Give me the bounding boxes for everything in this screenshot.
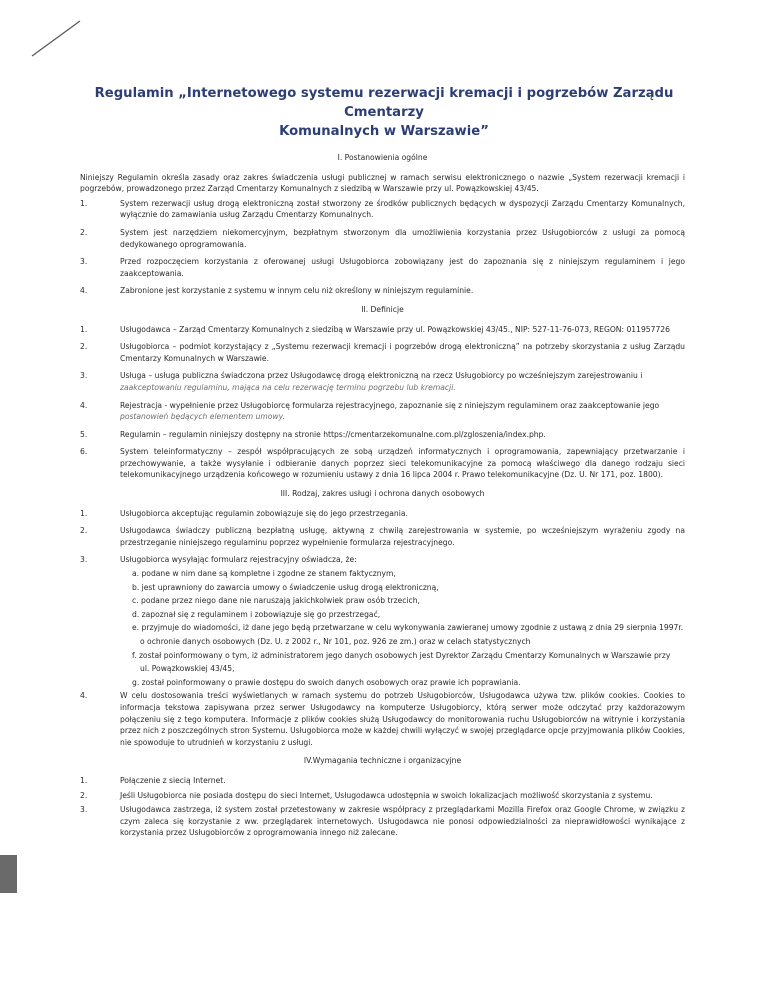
sub-item: c. podane przez niego dane nie naruszają jakichkolwiek praw osób trzecich, (132, 596, 420, 606)
item-number: 3. (80, 555, 88, 565)
scan-edge-block (0, 855, 17, 893)
list-item (80, 370, 685, 393)
sub-item: e. przyjmuje do wiadomości, iż dane jego będą przetwarzane w celu wykonywania zawieranej umowy zgodnie z ustawą z dnia 29 sierpnia 1997r. (132, 623, 684, 633)
section-heading-1: I. Postanowienia ogólne (337, 153, 428, 162)
section-heading-4: IV.Wymagania techniczne i organizacyjne (303, 756, 462, 766)
item-text: Połączenie z siecią Internet. (120, 775, 226, 785)
item-number: 3. (80, 805, 88, 815)
item-text: Usługodawca – Zarząd Cmentarzy Komunalnych z siedzibą w Warszawie przy ul. Powązkowskiej 43/45., NIP: 527-11-76-073, REGON: 011957726 (120, 324, 670, 334)
item-number: 3. (80, 371, 88, 381)
list-item (80, 775, 685, 787)
list-item (80, 690, 685, 748)
document-body (80, 145, 685, 845)
item-number: 6. (80, 447, 88, 457)
list-item (80, 256, 685, 279)
item-text: Usługa – usługa publiczna świadczona przez Usługodawcę drogą elektroniczną na rzecz Usługobiorcy po wcześniejszym zarejestrowaniu i (120, 371, 643, 381)
item-text: Usługodawca zastrzega, iż system został przetestowany w zakresie współpracy z przeglądarkami Mozilla Firefox oraz Google Chrome, w związku z czym zaleca się korzystanie z ww. przeglądarek internetowych. Usługodawca nie ponosi odpowiedzialności za nieprawidłowości wynikające z korzystania przez Usługobiorców z oprogramowania innego niż zalecane. (120, 805, 685, 838)
document-title (60, 84, 708, 141)
item-number: 5. (80, 429, 88, 439)
item-number: 4. (80, 286, 88, 296)
item-number: 2. (80, 526, 88, 536)
list-item (80, 400, 685, 423)
section-1-intro: Niniejszy Regulamin określa zasady oraz zakres świadczenia usługi publicznej w ramach serwisu elektronicznego o nazwie „System rezerwacji kremacji i pogrzebów, prowadzonego przez Zarząd Cmentarzy Komunalnych z siedzibą w Warszawie przy ul. Powązkowskiej 43/45. (80, 172, 685, 194)
item-text: Zabronione jest korzystanie z systemu w innym celu niż określony w niniejszym regulaminie. (120, 286, 474, 296)
title-line-1: Regulamin „Internetowego systemu rezerwacji kremacji i pogrzebów Zarządu Cmentarzy (94, 86, 674, 120)
item-number: 4. (80, 400, 88, 410)
list-item (80, 508, 685, 520)
pen-stroke-mark (28, 18, 84, 58)
item-number: 1. (80, 508, 88, 518)
sub-item: a. podane w nim dane są kompletne i zgodne ze stanem faktycznym, (132, 569, 396, 579)
item-number: 3. (80, 257, 88, 267)
item-text: System jest narzędziem niekomercyjnym, bezpłatnym stworzonym dla umożliwienia korzystania przez Usługobiorców z usługi za pomocą dedykowanego oprogramowania. (120, 227, 685, 249)
sub-item: f. został poinformowany o tym, iż administratorem jego danych osobowych jest Dyrektor Zarządu Cmentarzy Komunalnych w Warszawie przy (132, 650, 671, 660)
sub-item: b. jest uprawniony do zawarcia umowy o świadczenie usług drogą elektroniczną, (132, 582, 439, 592)
item-text: Przed rozpoczęciem korzystania z oferowanej usługi Usługobiorca zobowiązany jest do zapoznania się z niniejszym regulaminem i jego zaakceptowania. (120, 257, 685, 278)
list-item (80, 227, 685, 250)
item-text: System rezerwacji usług drogą elektroniczną został stworzony ze środków publicznych będących w dyspozycji Zarządu Cmentarzy Komunalnych, wyłącznie do zamawiania usług Zarządu Cmentarzy Komunalnych. (120, 198, 685, 220)
item-text: Usługobiorca wysyłając formularz rejestracyjny oświadcza, że: (120, 555, 357, 565)
sub-item: d. zapoznał się z regulaminem i zobowiązuje się go przestrzegać, (132, 609, 381, 619)
title-line-2: Komunalnych w Warszawie” (279, 124, 489, 139)
item-text: Usługodawca świadczy publiczną bezpłatną usługę, aktywną z chwilą zarejestrowania w systemie, po wcześniejszym wyrażeniu zgody na przestrzeganie niniejszego regulaminu poprzez wypełnienie formularza rejestracyjnego. (120, 526, 685, 547)
item-text: Usługobiorca – podmiot korzystający z „Systemu rezerwacji kremacji i pogrzebów drogą elektroniczną” na potrzeby skorzystania z usług Zarządu Cmentarzy Komunalnych w Warszawie. (120, 342, 685, 363)
item-number: 4. (80, 691, 88, 701)
item-text: Usługobiorca akceptując regulamin zobowiązuje się do jego przestrzegania. (120, 508, 408, 518)
item-text-faded: zaakceptowaniu regulaminu, mająca na celu rezerwację terminu pogrzebu lub kremacji. (120, 382, 456, 392)
item-text: Rejestracja - wypełnienie przez Usługobiorcę formularza rejestracyjnego, zapoznanie się z niniejszym regulaminem oraz zaakceptowanie jego (120, 400, 660, 410)
section-heading-2: II. Definicje (361, 304, 404, 314)
list-item (80, 446, 685, 481)
sub-item-continuation: ul. Powązkowskiej 43/45, (140, 664, 235, 674)
item-number: 1. (80, 324, 88, 334)
section-heading-3: III. Rodzaj, zakres usługi i ochrona danych osobowych (280, 489, 485, 499)
list-item (80, 790, 685, 802)
item-text: Regulamin – regulamin niniejszy dostępny na stronie https://cmentarzekomunalne.com.pl/zgloszenia/index.php. (120, 429, 546, 439)
list-item (80, 525, 685, 548)
item-text: W celu dostosowania treści wyświetlanych w ramach systemu do potrzeb Usługobiorców, Usługodawca używa tzw. plików cookies. Cookies to informacja tekstowa zapisywana przez serwer Usługodawcy na komputerze Usługobiorcy, którą serwer może odczytać przy każdorazowym połączeniu się z tego komputera. Informacje z plików cookies służą Usługodawcy do monitorowania ruchu Usługobiorców na witrynie i korzystania przez nich z poszczególnych stron Systemu. Usługobiorca może w każdej chwili wyłączyć w swojej przeglądarce opcje przyjmowania plików Cookies, nie spowoduje to utrudnień w korzystaniu z usługi. (120, 691, 685, 747)
list-item (80, 554, 685, 566)
item-text: System teleinformatyczny – zespół współpracujących ze sobą urządzeń informatycznych i oprogramowania, zapewniający przetwarzanie i przechowywanie, a także wysyłanie i odbieranie danych poprzez sieci telekomunikacyjne za pomocą właściwego dla danego rodzaju sieci telekomunikacyjnego urządzenia końcowego w rozumieniu ustawy z dnia 16 lipca 2004 r. Prawo telekomunikacyjne (Dz. U. Nr 171, poz. 1800). (120, 447, 685, 480)
list-item (80, 341, 685, 364)
sub-item: g. został poinformowany o prawie dostępu do swoich danych osobowych oraz prawie ich poprawiania. (132, 677, 521, 687)
list-item (80, 429, 685, 441)
list-item (80, 285, 685, 297)
list-item (80, 198, 685, 221)
item-number: 1. (80, 775, 88, 785)
list-item (80, 804, 685, 839)
sub-item-continuation: o ochronie danych osobowych (Dz. U. z 2002 r., Nr 101, poz. 926 ze zm.) oraz w celach statystycznych (140, 637, 531, 646)
item-number: 2. (80, 227, 88, 237)
list-item (80, 324, 685, 336)
item-number: 2. (80, 790, 88, 800)
item-text-faded: postanowień będących elementem umowy. (120, 412, 285, 422)
item-number: 2. (80, 342, 88, 352)
item-text: Jeśli Usługobiorca nie posiada dostępu do sieci Internet, Usługodawca udostępnia w swoich lokalizacjach możliwość skorzystania z systemu. (120, 790, 653, 800)
item-number: 1. (80, 198, 88, 208)
